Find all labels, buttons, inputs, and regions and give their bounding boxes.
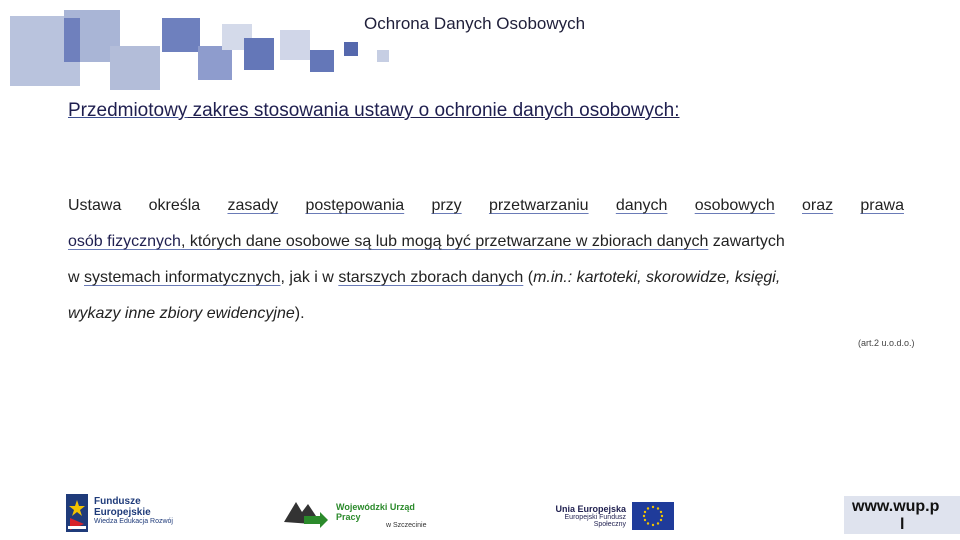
header-title: Ochrona Danych Osobowych: [364, 14, 586, 33]
decor-square: [244, 38, 274, 70]
paragraph-line-4: [68, 296, 904, 332]
paragraph-line-3: [68, 260, 904, 296]
word-link[interactable]: przy: [431, 197, 462, 214]
unia-europejska-logo: [538, 500, 678, 532]
decor-square: [344, 42, 358, 56]
fe-star-icon: [66, 494, 88, 532]
url-line2: l: [900, 516, 905, 533]
wup-subtitle: w Szczecinie: [386, 522, 427, 529]
fe-title-line1: Fundusze: [94, 496, 141, 507]
word: Ustawa: [68, 197, 122, 214]
paragraph-line-2: [68, 224, 904, 260]
ue-title: Unia Europejska: [555, 504, 626, 514]
word-link[interactable]: osobowych: [694, 197, 775, 214]
phrase-italic: wykazy inne zbiory ewidencyjne: [68, 305, 295, 322]
word-link[interactable]: przetwarzaniu: [488, 197, 589, 214]
legal-reference: (art.2 u.o.d.o.): [858, 338, 915, 348]
word: określa: [148, 197, 201, 214]
decor-square: [198, 46, 232, 80]
decor-square: [280, 30, 310, 60]
decor-square: [162, 18, 200, 52]
heading-link-part[interactable]: Przedmiotowy: [68, 100, 188, 121]
word-link[interactable]: postępowania: [305, 197, 405, 214]
eu-flag-icon: [632, 502, 674, 530]
heading-text-part: zakres stosowania ustawy o ochronie danych osobowych:: [187, 100, 680, 121]
wup-title: Wojewódzki Urząd Pracy: [336, 502, 415, 522]
url-line1: www.wup.p: [852, 498, 940, 515]
decor-square: [377, 50, 389, 62]
phrase-link[interactable]: osób fizycznych: [68, 233, 181, 250]
body-paragraph: [68, 188, 904, 332]
phrase-link[interactable]: , których dane osobowe są lub mogą być przetwarzane w zbiorach danych: [180, 233, 709, 250]
website-url[interactable]: [844, 496, 960, 534]
decor-square: [64, 18, 80, 62]
phrase: , jak i w: [280, 269, 339, 286]
word-link[interactable]: prawa: [860, 197, 904, 214]
fe-subtitle: Wiedza Edukacja Rozwój: [94, 518, 173, 525]
word-link[interactable]: zasady: [227, 197, 279, 214]
phrase: ).: [294, 305, 305, 322]
ue-subtitle: Europejski Fundusz Społeczny: [564, 514, 626, 528]
wup-arrow-icon: [282, 498, 330, 528]
decor-square: [310, 50, 334, 72]
phrase-italic: m.in.: kartoteki, skorowidze, księgi,: [533, 269, 781, 286]
word-link[interactable]: oraz: [802, 197, 834, 214]
fundusze-europejskie-logo: [66, 494, 176, 534]
phrase-link[interactable]: systemach informatycznych: [84, 269, 281, 286]
phrase-link[interactable]: starszych zborach danych: [338, 269, 524, 286]
phrase: (: [523, 269, 534, 286]
decor-square: [110, 46, 160, 90]
phrase: w: [68, 269, 84, 286]
fe-title-line2: Europejskie: [94, 507, 151, 518]
paragraph-line-1: [68, 188, 904, 224]
wup-logo: [282, 498, 432, 530]
slide-heading: [68, 100, 679, 122]
phrase: zawartych: [708, 233, 785, 250]
word-link[interactable]: danych: [615, 197, 668, 214]
